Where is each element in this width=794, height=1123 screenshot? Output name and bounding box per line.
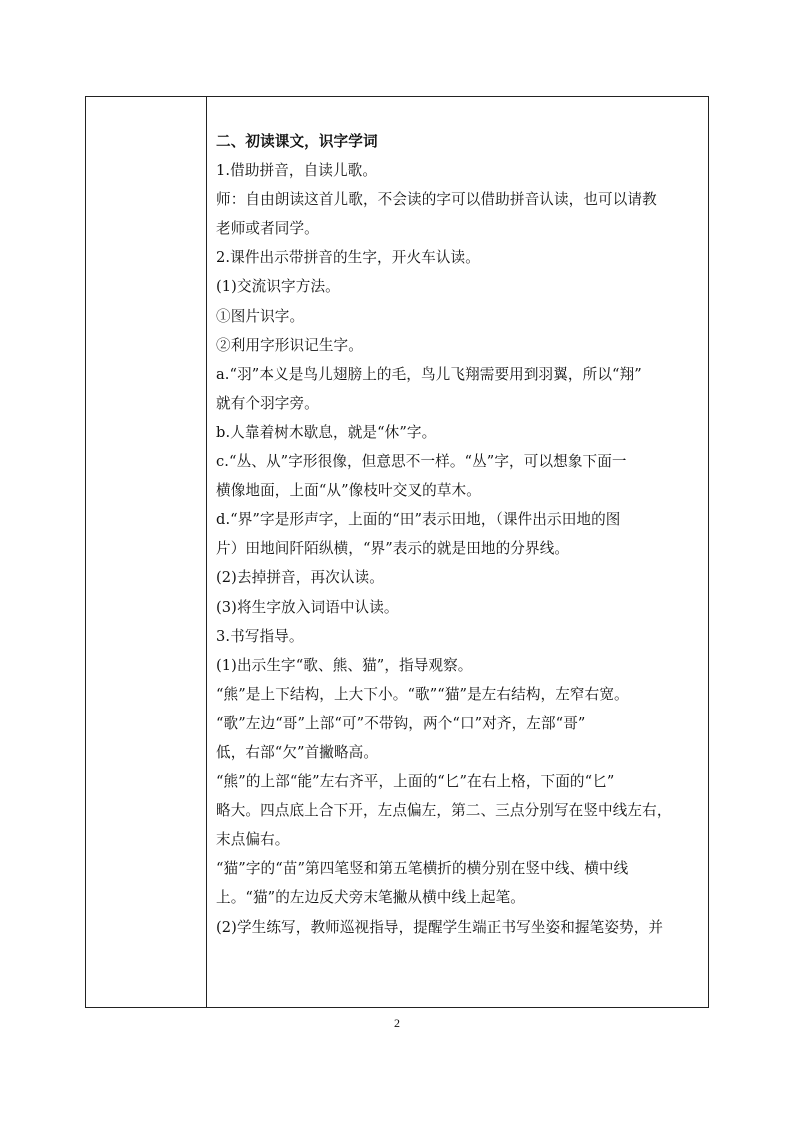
- text-line: 末点偏右。: [216, 831, 290, 849]
- text-line: a.“羽”本义是鸟儿翅膀上的毛，鸟儿飞翔需要用到羽翼，所以“翔”: [216, 365, 642, 383]
- text-line: b.人靠着树木歇息，就是“休”字。: [216, 423, 437, 441]
- text-line: 2.课件出示带拼音的生字，开火车认读。: [216, 249, 480, 267]
- table-content-cell: [207, 97, 708, 1007]
- text-line: (1)出示生字“歌、熊、猫”，指导观察。: [216, 656, 473, 674]
- text-line: 1.借助拼音，自读儿歌。: [216, 162, 378, 180]
- text-line: “熊”的上部“能”左右齐平，上面的“匕”在右上格，下面的“匕”: [216, 773, 615, 791]
- text-line: ②利用字形识记生字。: [216, 336, 363, 354]
- text-line: 老师或者同学。: [216, 220, 319, 238]
- text-line: “歌”左边“哥”上部“可”不带钩，两个“口”对齐，左部“哥”: [216, 714, 586, 732]
- text-line: 低，右部“欠”首撇略高。: [216, 743, 379, 761]
- text-line: 师：自由朗读这首儿歌，不会读的字可以借助拼音认读，也可以请教: [216, 191, 657, 209]
- text-line: “猫”字的“苗”第四笔竖和第五笔横折的横分别在竖中线、横中线: [216, 860, 629, 878]
- text-line: d.“界”字是形声字，上面的“田”表示田地，（课件出示田地的图: [216, 511, 621, 529]
- text-line: 就有个羽字旁。: [216, 394, 319, 412]
- table-left-column: [86, 97, 207, 1007]
- text-line: 略大。四点底上合下开，左点偏左，第二、三点分别写在竖中线左右，: [216, 802, 672, 820]
- text-line: 片）田地间阡陌纵横，“界”表示的就是田地的分界线。: [216, 540, 570, 558]
- page-number: 2: [394, 1016, 400, 1030]
- lesson-table: [85, 96, 709, 1008]
- text-line: ①图片识字。: [216, 307, 305, 325]
- text-line: c.“丛、从”字形很像，但意思不一样。“丛”字，可以想象下面一: [216, 453, 627, 471]
- section-heading: 二、初读课文，识字学词: [216, 133, 378, 150]
- text-line: 3.书写指导。: [216, 627, 304, 645]
- text-line: (1)交流识字方法。: [216, 278, 340, 296]
- text-line: (3)将生字放入词语中认读。: [216, 598, 399, 616]
- text-line: 上。“猫”的左边反犬旁末笔撇从横中线上起笔。: [216, 889, 525, 907]
- text-line: (2)学生练写，教师巡视指导，提醒学生端正书写坐姿和握笔姿势，并: [216, 918, 664, 936]
- text-line: (2)去掉拼音，再次认读。: [216, 569, 384, 587]
- text-line: 横像地面，上面“从”像枝叶交叉的草木。: [216, 482, 481, 500]
- text-line: “熊”是上下结构，上大下小。“歌”“猫”是左右结构，左窄右宽。: [216, 685, 629, 703]
